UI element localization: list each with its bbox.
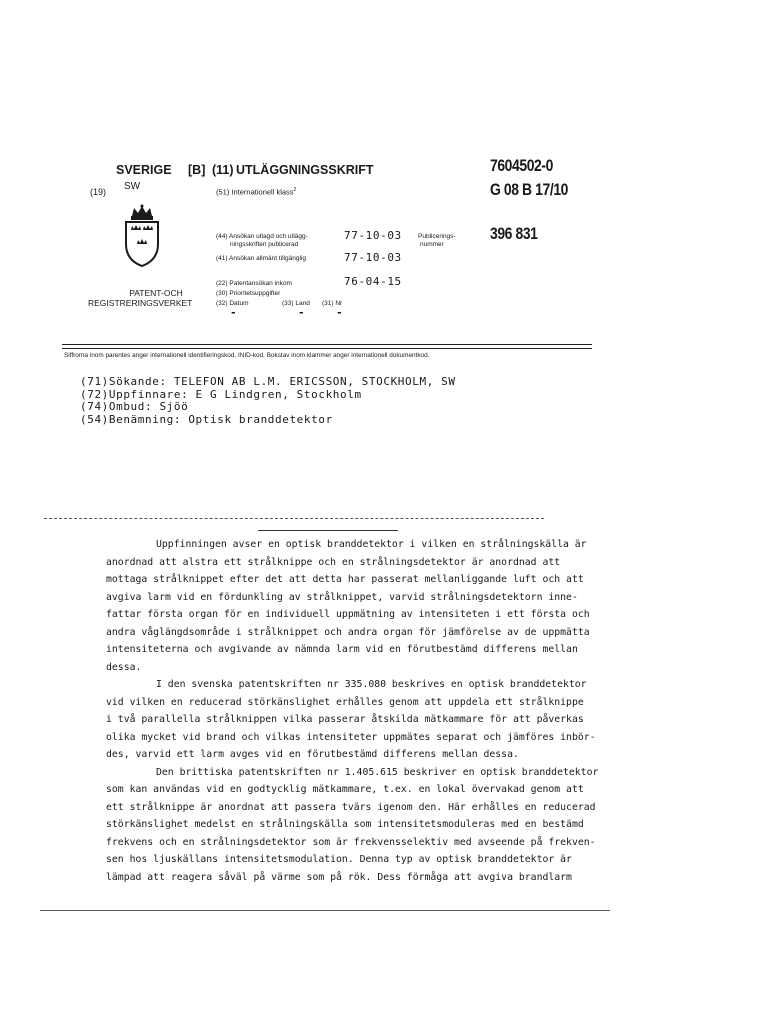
country-name: SVERIGE [116,163,172,177]
field-41-value: 77-10-03 [344,251,402,264]
field-22-value: 76-04-15 [344,275,402,288]
coat-of-arms-icon [120,204,164,273]
kind-code: [B] [188,163,206,177]
body-line: i två parallella strålknippen vilka passerar åtskilda mätkammare för att påverkas [106,714,584,725]
country-code: SW [124,181,141,192]
doc-type: UTLÄGGNINGSSKRIFT [236,163,374,177]
agent-line: (74)Ombud: Sjöö [80,400,189,413]
body-line: intensiteterna och avgivande av nämnda larm vid en förutbestämd differens mellan [106,644,578,655]
field-31-value: - [336,306,344,319]
inventor-line: (72)Uppfinnare: E G Lindgren, Stockholm [80,387,362,401]
body-line: Uppfinningen avser en optisk branddetektor i vilken en strålningskälla är [156,539,587,550]
body-line: I den svenska patentskriften nr 335.080 beskrives en optisk branddetektor [156,679,587,690]
separator-short [258,530,398,531]
separator-dashed [44,518,544,519]
publication-number-label: Publicerings- nummer [418,233,456,248]
classification: G 08 B 17/10 [490,180,569,199]
field-31-label: (31) Nr [322,300,343,307]
bottom-rule [40,910,610,911]
body-line: störkänslighet medelst en strålningskälla som intensitetsmoduleras med en bestämd [106,819,584,830]
body-line: fattar första organ för en individuell uppmätning av intensiteten i ett första och [106,609,590,620]
doc-number: 7604502-0 [490,156,553,175]
field-32-label: (32) Datum [216,300,249,307]
field-32-value: - [230,306,238,319]
body-line: ett strålknippe är anordnat att passera tvärs igenom den. Här erhålles en reducerad [106,801,596,813]
title-line: (54)Benämning: Optisk branddetektor [80,412,333,426]
bibliographic-block [80,376,456,426]
body-line: som kan användas vid en godtycklig mätkammare, t.ex. en lokal övervakad genom att [106,784,584,795]
field-33-value: - [298,306,306,319]
header-divider-2 [62,348,592,349]
body-line: andra våglängdsområde i strålknippet och andra organ för jämförelse av de uppmätta [106,626,590,638]
field-41-label: (41) Ansökan allmänt tillgänglig [216,255,306,262]
body-text [106,536,606,886]
body-line: des, varvid ett larm avges vid en förutbestämd differens mellan dessa. [106,749,519,760]
body-line: anordnad att alstra ett strålknippe och en strålningsdetektor är anordnad att [106,556,561,568]
body-line: avgiva larm vid en fördunkling av strålknippet, varvid strålningsdetektorn inne- [106,591,578,603]
header-divider [62,344,592,345]
body-line: frekvens och en strålningsdetektor som är frekvensselektiv med avseende på frekven- [106,836,596,848]
body-line: sen hos ljuskällans intensitetsmodulation. Denna typ av optisk branddetektor är [106,854,572,865]
body-line: lämpad att reagera såväl på värme som på rök. Dess förmåga att avgiva brandlarm [106,871,572,883]
field-22-label: (22) Patentansökan inkom [216,280,292,287]
patent-office-name-line2: REGISTRERINGSVERKET [88,298,193,308]
body-line: olika mycket vid brand och vilkas intensiteter uppmätes separat och jämföres inbör- [106,731,596,743]
patent-office-name: PATENT-OCH [129,288,183,298]
body-line: dessa. [106,661,142,673]
field-51-label: (51) Internationell klass$^2$ [216,187,297,197]
body-line: Den brittiska patentskriften nr 1.405.615 beskriver en optisk branddetektor [156,766,599,778]
field-44-label: (44) Ansökan utlagd och utlägg- ningsskriften publicerad [216,233,308,248]
body-line: vid vilken en reducerad störkänslighet erhålles genom att uppdela ett strålknippe [106,696,584,708]
publication-number: 396 831 [490,224,538,243]
body-line: mottaga strålknippet efter det att detta har passerat mellanliggande luft och att [106,574,584,585]
applicant-line: (71)Sökande: TELEFON AB L.M. ERICSSON, STOCKHOLM, SW [80,375,456,388]
inid-footnote: Siffrorna inom parentes anger internationell identifieringskod. INID-kod. Bokstav inom klammer anger internationell dokumentkod. [64,352,430,359]
doc-type-code: (11) [212,163,234,177]
field-44-value: 77-10-03 [344,229,402,242]
field-30-label: (30) Prioritetsuppgifter [216,290,281,297]
field-19-code: (19) [90,187,107,197]
field-33-label: (33) Land [282,300,310,307]
